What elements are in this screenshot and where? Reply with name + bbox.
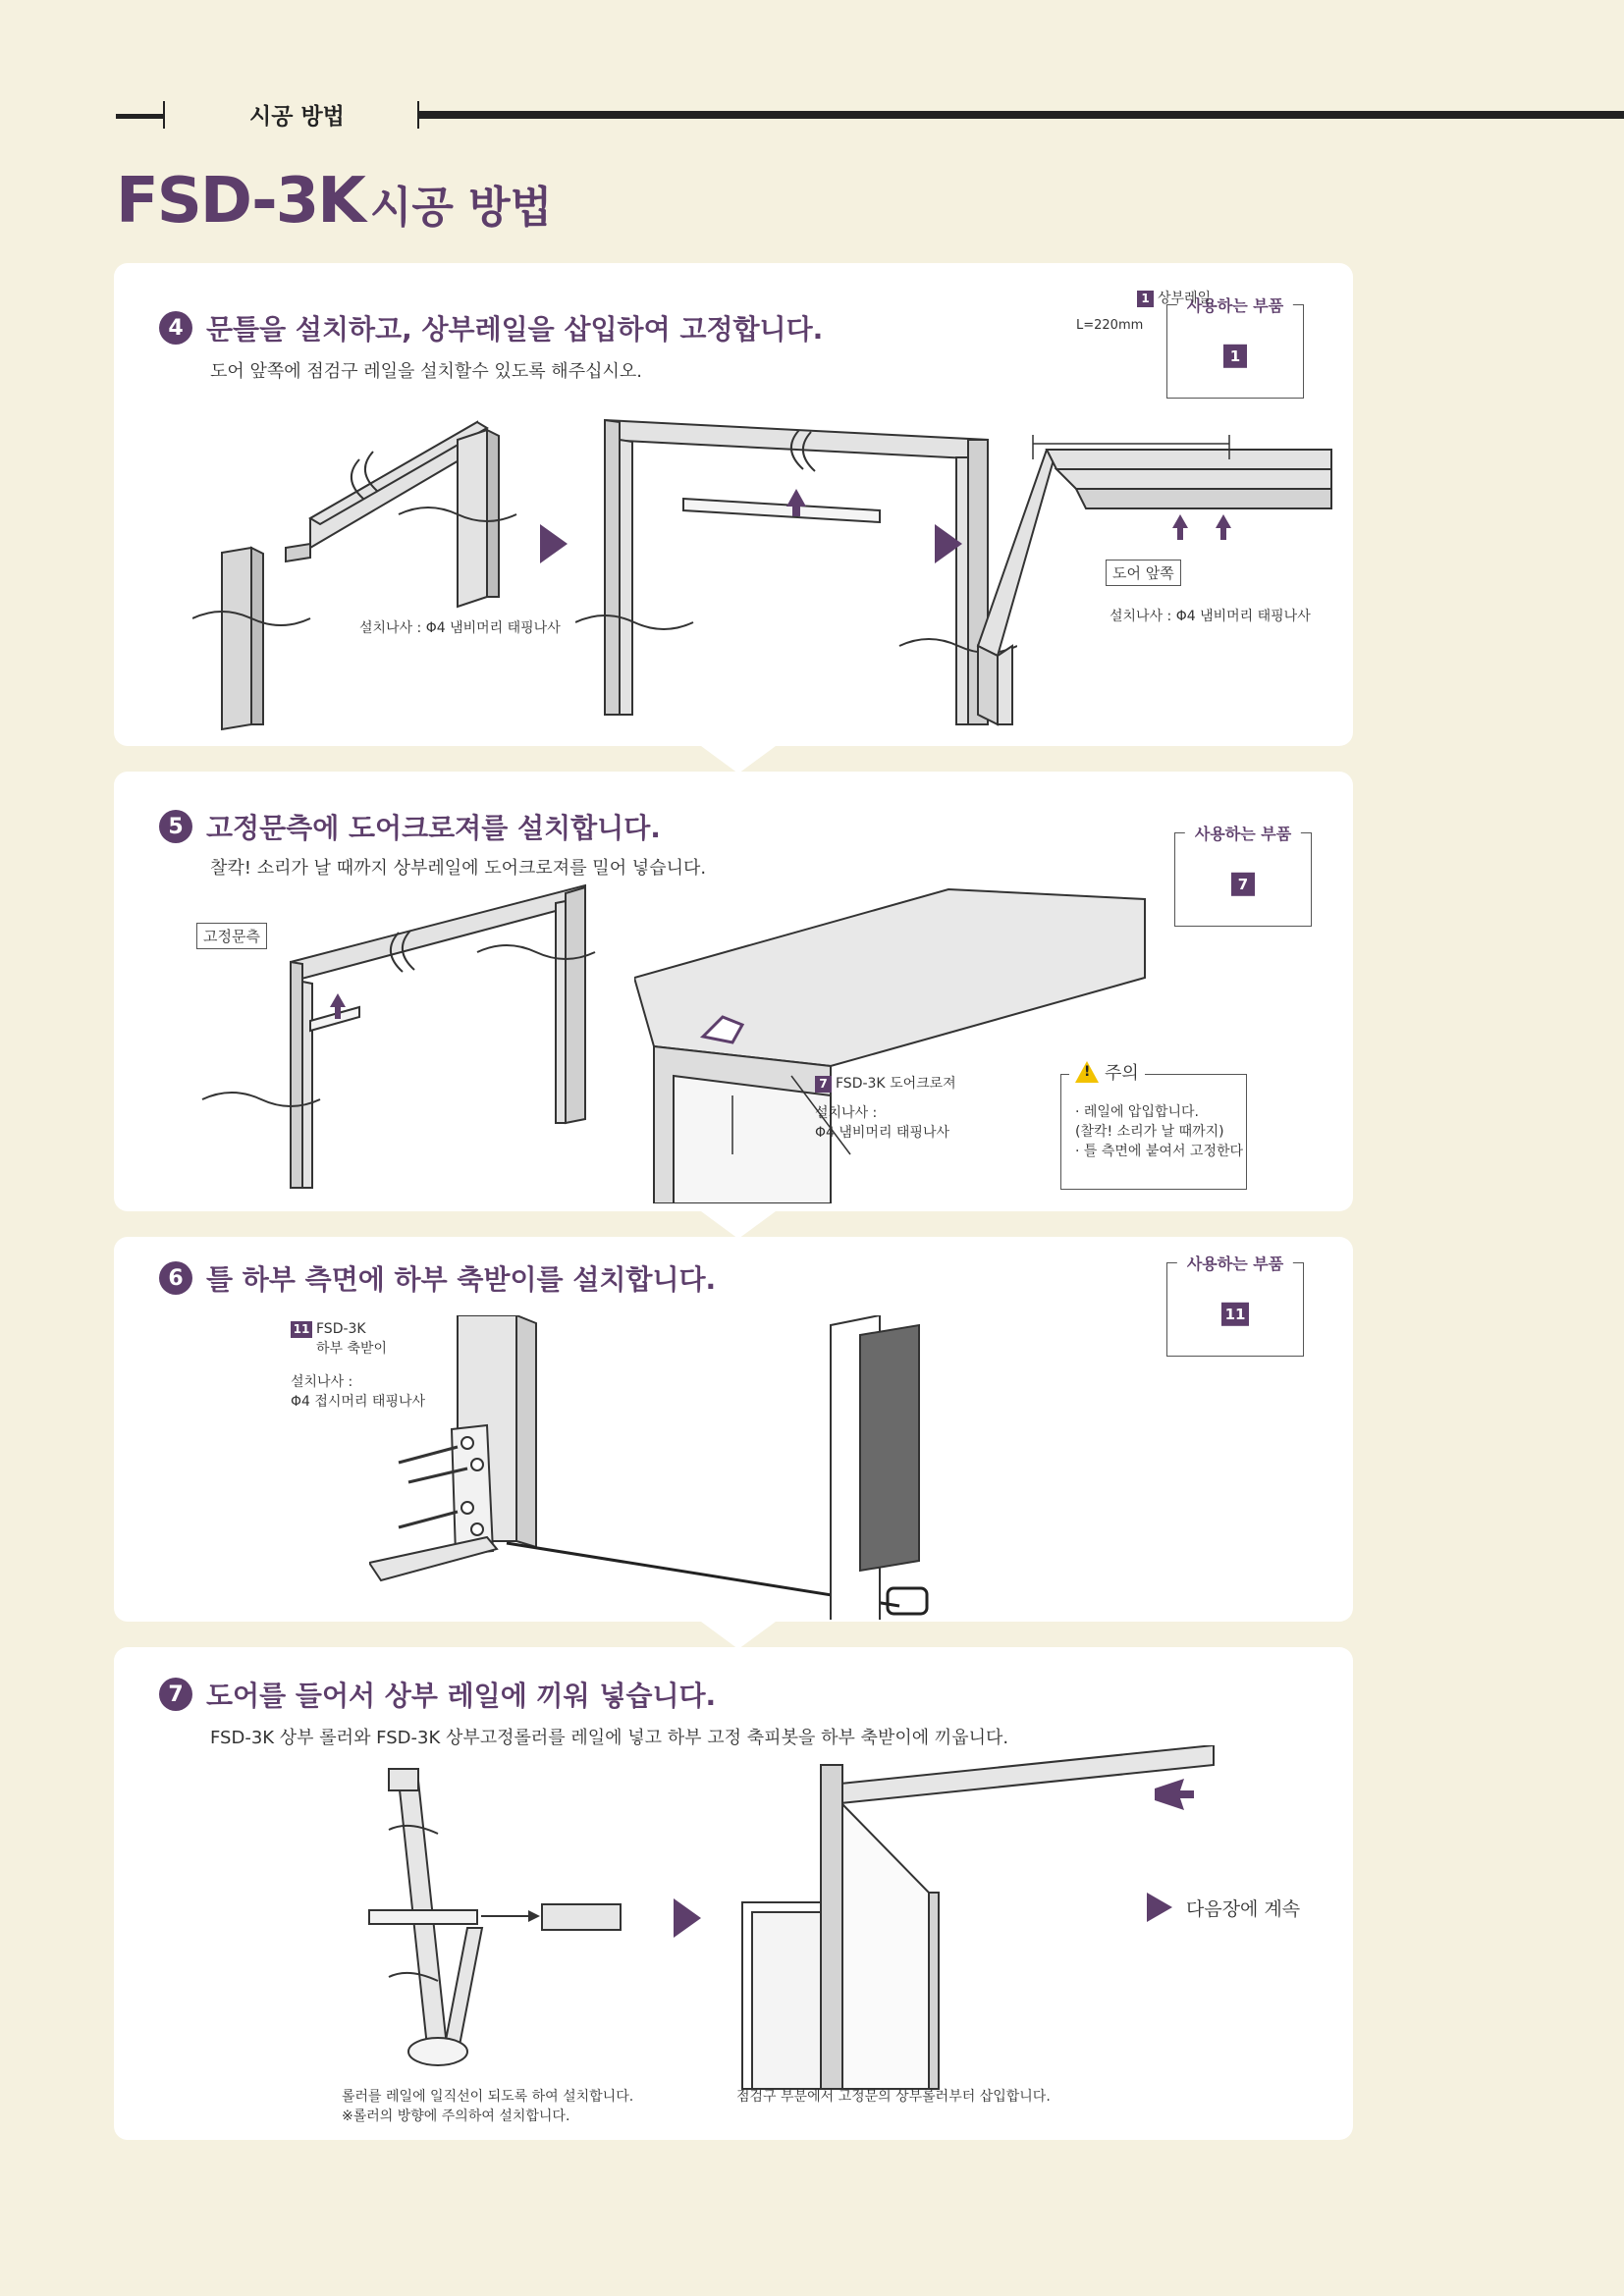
parts-used-box xyxy=(1166,1255,1304,1357)
part-line1: FSD-3K xyxy=(316,1321,366,1337)
header-rule-right xyxy=(419,111,1624,119)
step7-description: FSD-3K 상부 롤러와 FSD-3K 상부고정롤러를 레일에 넣고 하부 고정 축피봇을 하부 축받이에 끼웁니다. xyxy=(210,1728,1009,1748)
title-subtitle: 시공 방법 xyxy=(369,183,553,233)
bottom-pivot-illustration xyxy=(369,1315,978,1620)
step6-screw-line2: Φ4 접시머리 태핑나사 xyxy=(291,1394,426,1410)
top-rail-callout xyxy=(1137,289,1211,308)
step-title: 고정문측에 도어크로져를 설치합니다. xyxy=(206,812,661,844)
model-name: FSD-3K xyxy=(116,165,364,238)
parts-number: 1 xyxy=(1223,345,1247,368)
step5-heading xyxy=(159,807,661,846)
closer-frame-illustration xyxy=(192,874,605,1198)
step-number: 4 xyxy=(159,311,192,345)
step-title: 문틀을 설치하고, 상부레일을 삽입하여 고정합니다. xyxy=(206,313,824,346)
top-rail-label: 상부레일 xyxy=(1158,291,1212,306)
page-title xyxy=(116,165,552,238)
door-closer-label: FSD-3K 도어크로져 xyxy=(836,1076,956,1092)
frame-install-illustration xyxy=(192,400,526,734)
step7-panel xyxy=(114,1647,1353,2140)
step-number: 5 xyxy=(159,810,192,843)
caution-item: · 틀 측면에 붙여서 고정한다 xyxy=(1075,1144,1244,1159)
next-arrow-icon xyxy=(540,524,569,563)
parts-used-label: 사용하는 부품 xyxy=(1177,294,1293,316)
roller-caption-line2: ※롤러의 방향에 주의하여 설치합니다. xyxy=(342,2109,570,2124)
step5-panel xyxy=(114,772,1353,1211)
panel-connector xyxy=(701,1211,776,1239)
warning-icon xyxy=(1075,1061,1099,1083)
step4-screw-caption: 설치나사 : Φ4 냄비머리 태핑나사 xyxy=(359,620,561,636)
rail-insert-illustration xyxy=(575,400,1017,734)
step4-heading xyxy=(159,308,823,347)
step4-screw-caption-right: 설치나사 : Φ4 냄비머리 태핑나사 xyxy=(1110,609,1311,624)
step6-heading xyxy=(159,1258,716,1298)
part-tag: 7 xyxy=(815,1076,832,1093)
part-tag: 11 xyxy=(291,1321,312,1338)
fixed-side-bubble: 고정문측 xyxy=(196,923,267,949)
step5-description: 찰칵! 소리가 날 때까지 상부레일에 도어크로져를 밀어 넣습니다. xyxy=(210,858,707,879)
door-closer-callout xyxy=(815,1074,956,1094)
step5-screw-line2: Φ4 냄비머리 태핑나사 xyxy=(815,1125,950,1141)
caution-title: ! 주의 xyxy=(1069,1059,1145,1085)
continued-next-page xyxy=(1147,1893,1300,1922)
step5-screw-line1: 설치나사 : xyxy=(815,1105,878,1121)
bottom-pivot-callout xyxy=(291,1319,366,1339)
panel-connector xyxy=(701,1622,776,1649)
step4-panel xyxy=(114,263,1353,746)
part-tag: 1 xyxy=(1137,291,1154,307)
section-label: 시공 방법 xyxy=(249,104,345,130)
caution-item: · 레일에 압입합니다. xyxy=(1075,1104,1199,1120)
play-arrow-icon xyxy=(1147,1893,1172,1922)
caution-list xyxy=(1075,1102,1243,1161)
step-number: 6 xyxy=(159,1261,192,1295)
parts-number: 7 xyxy=(1231,873,1255,896)
caution-item: (찰칵! 소리가 날 때까지) xyxy=(1075,1124,1224,1140)
next-arrow-icon xyxy=(935,524,964,563)
parts-used-label: 사용하는 부품 xyxy=(1177,1252,1293,1274)
step6-panel xyxy=(114,1237,1353,1622)
roller-caption-line1: 롤러를 레일에 일직선이 되도록 하여 설치합니다. xyxy=(342,2089,634,2105)
panel-connector xyxy=(701,746,776,774)
step7-heading xyxy=(159,1675,716,1714)
parts-number: 11 xyxy=(1221,1303,1249,1326)
header-rule-left xyxy=(116,114,163,119)
step6-screw-line1: 설치나사 : xyxy=(291,1374,353,1390)
dimension-label: L=220mm xyxy=(1070,316,1149,336)
door-front-bubble: 도어 앞쪽 xyxy=(1106,560,1181,586)
caution-box xyxy=(1060,1063,1247,1190)
next-arrow-icon xyxy=(674,1898,703,1938)
step4-description: 도어 앞쪽에 점검구 레일을 설치할수 있도록 해주십시오. xyxy=(210,361,642,382)
step-title: 틀 하부 측면에 하부 축받이를 설치합니다. xyxy=(206,1263,717,1296)
step-number: 7 xyxy=(159,1678,192,1711)
step-title: 도어를 들어서 상부 레일에 끼워 넣습니다. xyxy=(206,1680,717,1712)
parts-used-label: 사용하는 부품 xyxy=(1185,822,1301,844)
inspection-caption: 점검구 부분에서 고정문의 상부롤러부터 삽입합니다. xyxy=(736,2089,1051,2105)
continued-label: 다음장에 계속 xyxy=(1186,1897,1301,1920)
header-tick xyxy=(163,101,165,129)
part-line2: 하부 축받이 xyxy=(316,1341,388,1357)
